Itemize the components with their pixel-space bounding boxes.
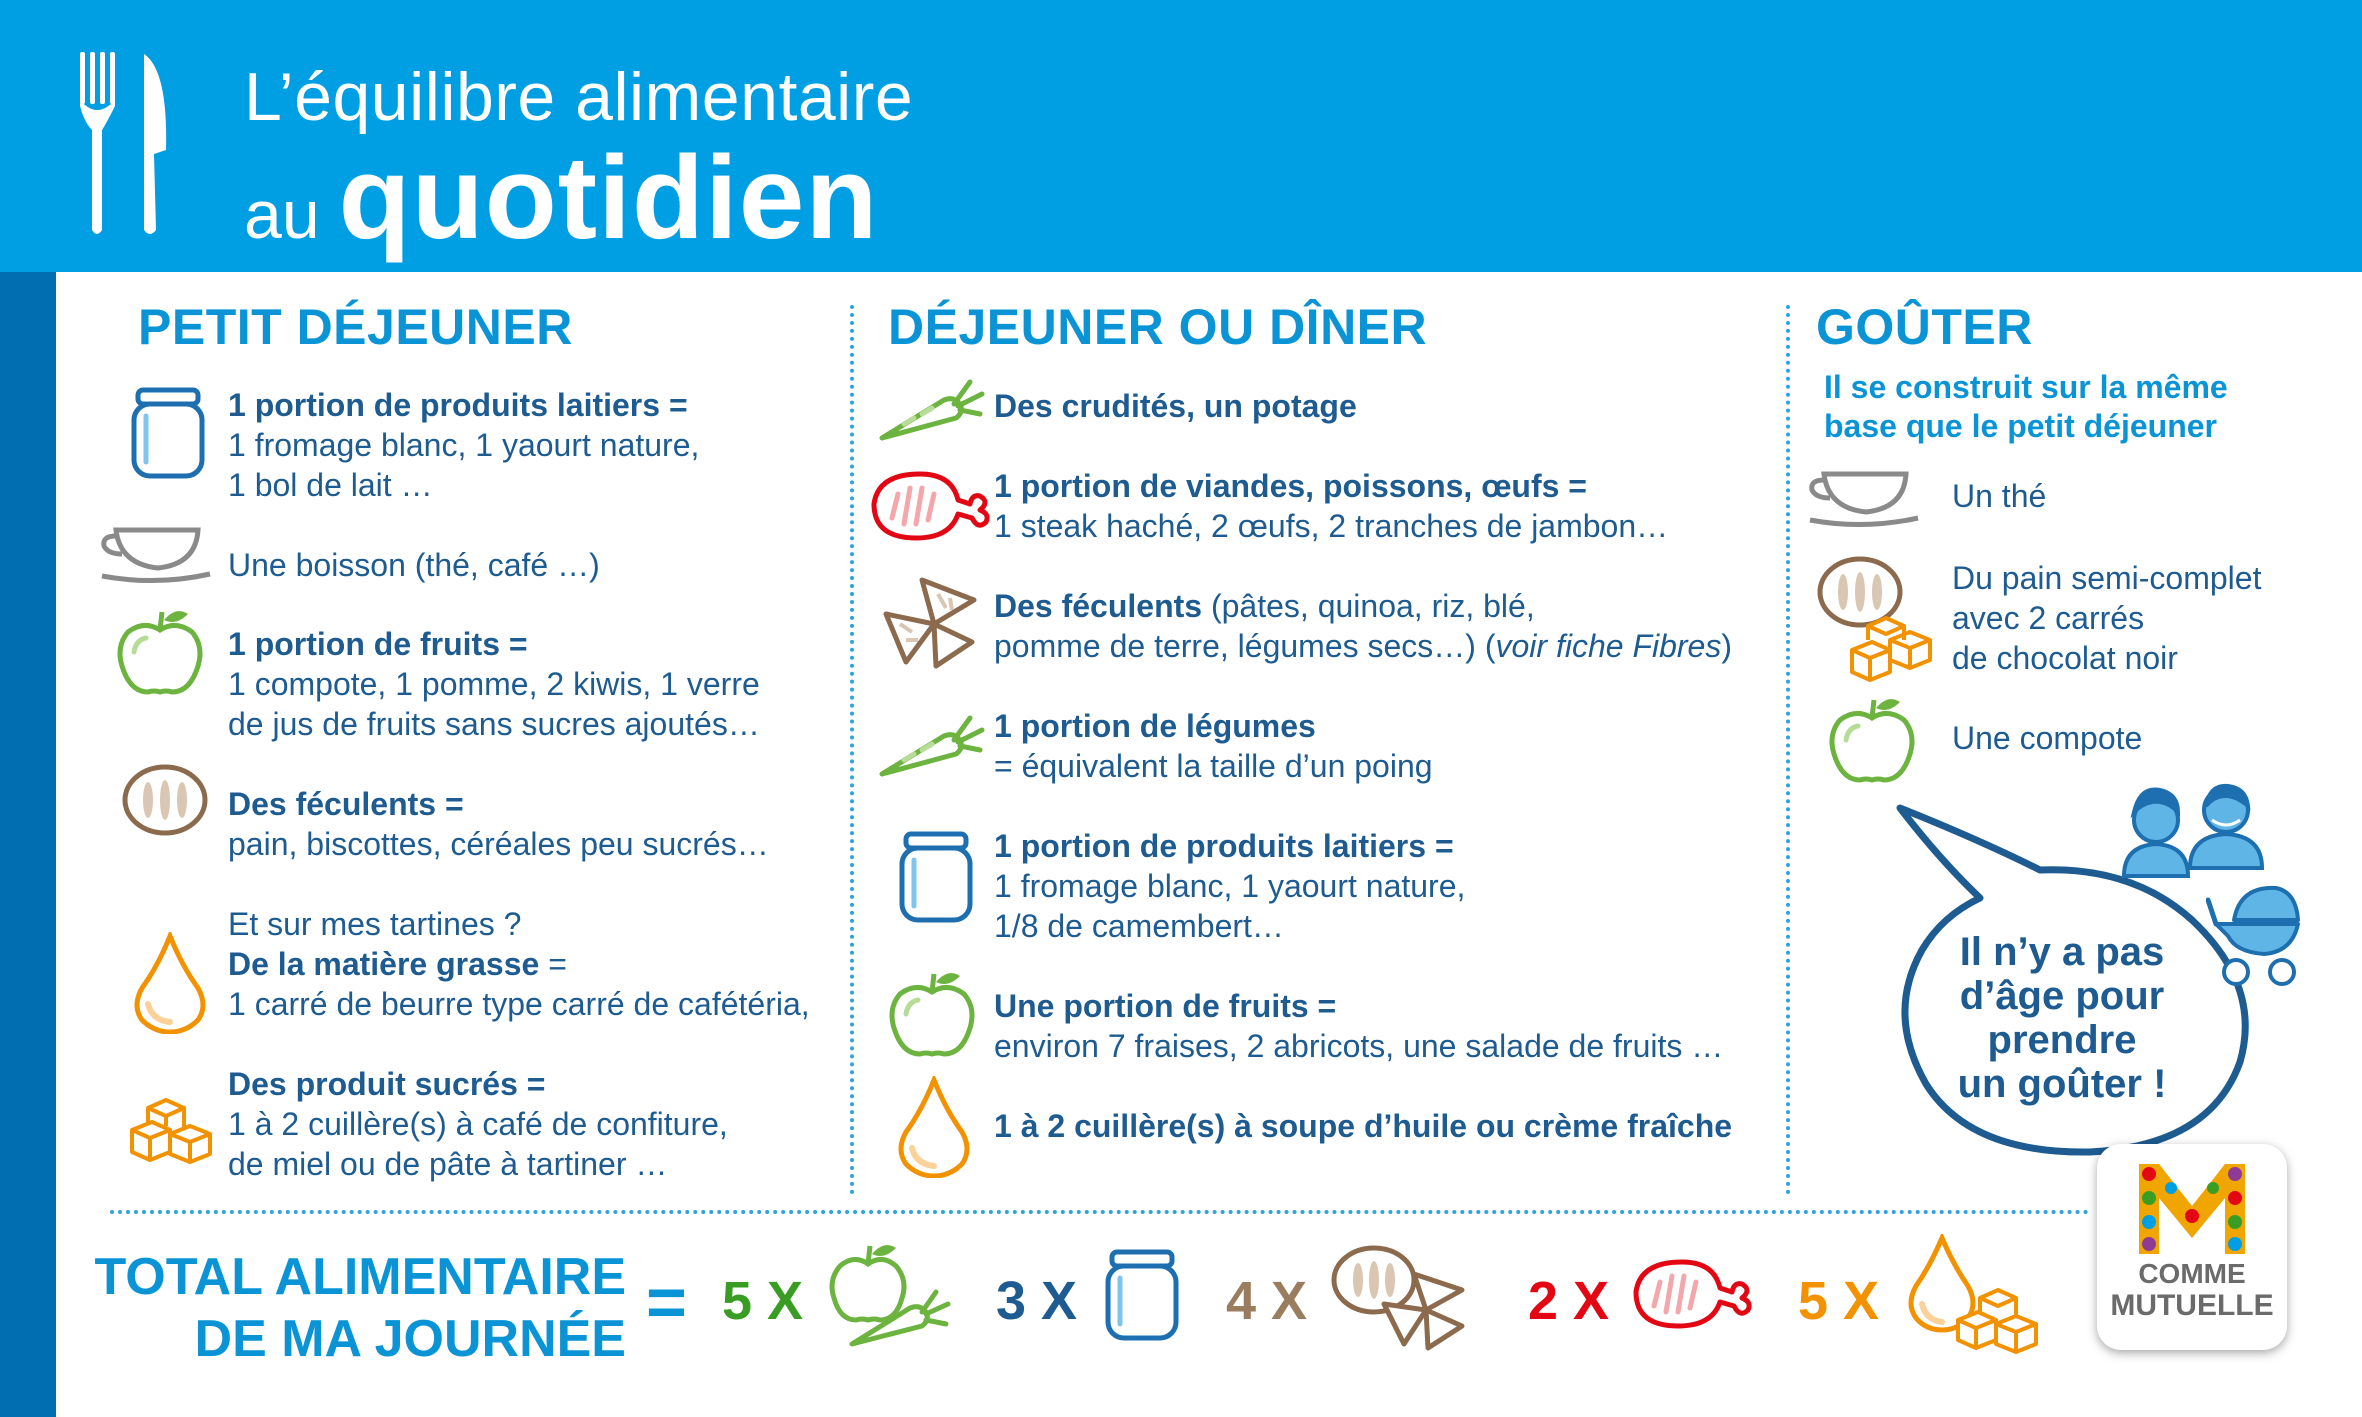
pd-dairy-line3: 1 bol de lait … [228,467,433,503]
pd-dairy-text [228,385,699,505]
bread-pasta-icon [1330,1244,1470,1352]
total-equals: = [646,1263,687,1341]
apple-icon [886,968,978,1060]
carrot-icon [874,374,986,446]
dj-veg-text [994,706,1433,786]
gt-bread-line2: avec 2 carrés [1952,600,2145,636]
title-emphasis: quotidien [338,132,879,264]
dj-dairy-bold: 1 portion de produits laitiers = [994,828,1454,864]
dj-veg-line2: = équivalent la taille d’un poing [994,748,1433,784]
dj-starch-line2b: ) [1721,628,1732,664]
page-title-line2 [244,130,878,266]
section-title-gouter: GOÛTER [1816,299,2033,355]
bubble-line4: un goûter ! [1957,1062,2167,1106]
apple-icon [114,606,206,698]
total-divider [110,1210,2090,1214]
bubble-text [1902,930,2222,1106]
dairy-jar-icon [896,830,976,926]
total-meat-count: 2 X [1528,1271,1610,1331]
section-title-dejeuner: DÉJEUNER OU DÎNER [888,299,1428,355]
total-fruits-veg-count: 5 X [722,1271,804,1331]
total-dairy-count: 3 X [996,1271,1078,1331]
dj-dairy-line3: 1/8 de camembert… [994,908,1284,944]
pd-fruit-line3: de jus de fruits sans sucres ajoutés… [228,706,760,742]
total-starch-count: 4 X [1226,1271,1308,1331]
pd-sugar-bold: Des produit sucrés = [228,1066,546,1102]
dj-starch-text [994,586,1732,666]
carrot-icon [874,710,986,782]
left-accent-bar [0,272,56,1417]
dairy-jar-icon [1102,1248,1182,1344]
pd-dairy-bold: 1 portion de produits laitiers = [228,387,688,423]
dj-fruit-bold: Une portion de fruits = [994,988,1337,1024]
gouter-subtitle-line1: Il se construit sur la même [1824,369,2228,405]
pd-starch-text [228,784,769,864]
dj-oil-bold: 1 à 2 cuillère(s) à soupe d’huile ou crème fraîche [994,1108,1733,1144]
logo-line1: COMME [2138,1258,2246,1289]
pd-dairy-line2: 1 fromage blanc, 1 yaourt nature, [228,427,700,463]
dj-dairy-line2: 1 fromage blanc, 1 yaourt nature, [994,868,1466,904]
pd-starch-bold: Des féculents = [228,786,464,822]
pd-fruit-line2: 1 compote, 1 pomme, 2 kiwis, 1 verre [228,666,760,702]
dj-starch-fibres: voir fiche Fibres [1495,628,1722,664]
column-divider-1 [850,305,854,1195]
pd-fat-text [228,904,810,1024]
dj-fruit-text [994,986,1723,1066]
pd-starch-line2: pain, biscottes, céréales peu sucrés… [228,826,769,862]
cutlery-icon [76,50,172,240]
pd-fat-equals: = [539,946,567,982]
meat-icon [868,468,992,544]
bread-icon [120,762,210,838]
meat-icon [1630,1256,1754,1332]
pd-drink-text: Une boisson (thé, café …) [228,547,600,583]
pd-fruit-bold: 1 portion de fruits = [228,626,528,662]
oil-drop-icon [894,1076,974,1178]
bubble-line3: prendre [1987,1018,2137,1062]
title-prefix: au [244,177,320,253]
dj-meat-line2: 1 steak haché, 2 œufs, 2 tranches de jambon… [994,508,1669,544]
dj-fruit-line2: environ 7 fraises, 2 abricots, une salade de fruits … [994,1028,1724,1064]
gouter-subtitle-line2: base que le petit déjeuner [1824,408,2217,444]
gouter-subtitle [1824,368,2228,446]
gt-bread-line1: Du pain semi-complet [1952,560,2262,596]
dj-starch-rest: (pâtes, quinoa, riz, blé, [1202,588,1535,624]
dj-oil-text [994,1106,1732,1146]
pd-fat-bold: De la matière grasse [228,946,540,982]
dj-veg-bold: 1 portion de légumes [994,708,1316,744]
oil-sugar-icon [1902,1234,2052,1358]
apple-icon [1826,694,1918,786]
sugar-cubes-icon [126,1094,216,1166]
bread-chocolate-icon [1812,554,1942,684]
apple-carrot-icon [826,1240,952,1350]
pd-fruit-text [228,624,760,744]
gt-bread-text [1952,558,2261,678]
cup-icon [98,524,214,586]
pd-sugar-text [228,1064,728,1184]
total-label-line1: TOTAL ALIMENTAIRE [94,1248,626,1306]
total-label-line2: DE MA JOURNÉE [194,1310,626,1368]
dj-meat-bold: 1 portion de viandes, poissons, œufs = [994,468,1587,504]
total-fat-sugar-count: 5 X [1798,1271,1880,1331]
dj-starch-bold: Des féculents [994,588,1203,624]
pd-fat-line1: Et sur mes tartines ? [228,906,522,942]
column-divider-2 [1786,305,1790,1195]
gt-tea-text: Un thé [1952,478,2047,514]
dj-crudites-bold: Des crudités, un potage [994,388,1357,424]
pasta-icon [882,574,982,670]
dj-meat-text [994,466,1668,546]
logo-m-mark [2133,1158,2251,1256]
dj-crudites-text [994,386,1357,426]
bubble-line1: Il n’y a pas [1959,930,2165,974]
pd-fat-line3: 1 carré de beurre type carré de cafétéria, [228,986,810,1022]
oil-drop-icon [130,932,210,1034]
dj-dairy-text [994,826,1465,946]
section-title-petit-dejeuner: PETIT DÉJEUNER [138,299,573,355]
pd-sugar-line2: 1 à 2 cuillère(s) à café de confiture, [228,1106,728,1142]
logo-line2: MUTUELLE [2110,1289,2274,1322]
gt-compote-text: Une compote [1952,720,2143,756]
bubble-line2: d’âge pour [1959,974,2165,1018]
dj-starch-line2a: pomme de terre, légumes secs…) ( [994,628,1496,664]
total-label [60,1246,626,1370]
pd-sugar-line3: de miel ou de pâte à tartiner … [228,1146,668,1182]
dairy-jar-icon [128,386,208,482]
comme-mutuelle-logo [2097,1144,2287,1350]
cup-icon [1806,468,1922,530]
gt-bread-line3: de chocolat noir [1952,640,2178,676]
page-title-line1: L’équilibre alimentaire [244,59,914,135]
